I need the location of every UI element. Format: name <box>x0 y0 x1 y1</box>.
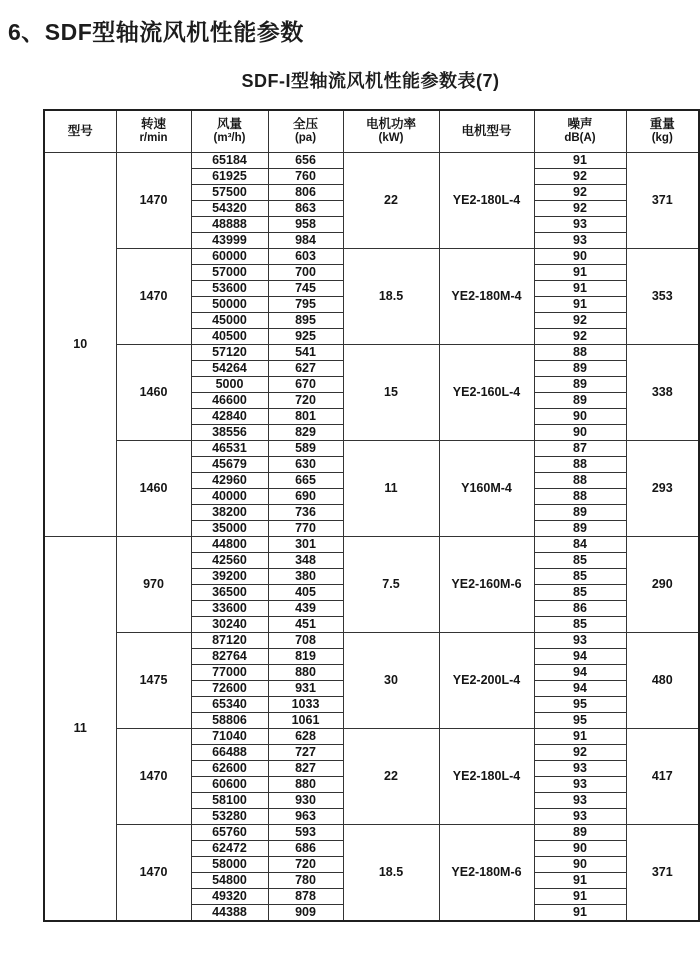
speed-cell: 1475 <box>116 633 191 729</box>
pressure-cell: 801 <box>268 409 343 425</box>
noise-cell: 93 <box>534 233 626 249</box>
pressure-cell: 819 <box>268 649 343 665</box>
air-volume-cell: 33600 <box>191 601 268 617</box>
pressure-cell: 720 <box>268 857 343 873</box>
pressure-cell: 878 <box>268 889 343 905</box>
column-header: 全压 (pa) <box>268 110 343 153</box>
pressure-cell: 589 <box>268 441 343 457</box>
pressure-cell: 806 <box>268 185 343 201</box>
air-volume-cell: 60000 <box>191 249 268 265</box>
pressure-cell: 708 <box>268 633 343 649</box>
pressure-cell: 656 <box>268 153 343 169</box>
noise-cell: 92 <box>534 329 626 345</box>
pressure-cell: 780 <box>268 873 343 889</box>
noise-cell: 88 <box>534 345 626 361</box>
motor-power-cell: 22 <box>343 153 439 249</box>
motor-model-cell: Y160M-4 <box>439 441 534 537</box>
weight-cell: 353 <box>626 249 699 345</box>
speed-cell: 1470 <box>116 249 191 345</box>
motor-model-cell: YE2-180M-4 <box>439 249 534 345</box>
motor-model-cell: YE2-160M-6 <box>439 537 534 633</box>
motor-power-cell: 7.5 <box>343 537 439 633</box>
air-volume-cell: 71040 <box>191 729 268 745</box>
table-row <box>44 633 699 649</box>
noise-cell: 93 <box>534 761 626 777</box>
air-volume-cell: 58100 <box>191 793 268 809</box>
motor-model-cell: YE2-180L-4 <box>439 729 534 825</box>
noise-cell: 91 <box>534 729 626 745</box>
air-volume-cell: 45000 <box>191 313 268 329</box>
air-volume-cell: 35000 <box>191 521 268 537</box>
air-volume-cell: 58806 <box>191 713 268 729</box>
table-row <box>44 345 699 361</box>
weight-cell: 338 <box>626 345 699 441</box>
air-volume-cell: 38200 <box>191 505 268 521</box>
noise-cell: 88 <box>534 457 626 473</box>
noise-cell: 86 <box>534 601 626 617</box>
air-volume-cell: 62600 <box>191 761 268 777</box>
air-volume-cell: 57000 <box>191 265 268 281</box>
noise-cell: 93 <box>534 777 626 793</box>
pressure-cell: 541 <box>268 345 343 361</box>
noise-cell: 85 <box>534 569 626 585</box>
motor-model-cell: YE2-180M-6 <box>439 825 534 922</box>
air-volume-cell: 39200 <box>191 569 268 585</box>
noise-cell: 91 <box>534 873 626 889</box>
noise-cell: 87 <box>534 441 626 457</box>
air-volume-cell: 38556 <box>191 425 268 441</box>
speed-cell: 1460 <box>116 441 191 537</box>
noise-cell: 84 <box>534 537 626 553</box>
weight-cell: 480 <box>626 633 699 729</box>
air-volume-cell: 58000 <box>191 857 268 873</box>
fan-performance-table <box>43 109 700 922</box>
air-volume-cell: 72600 <box>191 681 268 697</box>
noise-cell: 92 <box>534 185 626 201</box>
air-volume-cell: 57500 <box>191 185 268 201</box>
pressure-cell: 863 <box>268 201 343 217</box>
weight-cell: 371 <box>626 153 699 249</box>
table-row <box>44 729 699 745</box>
pressure-cell: 930 <box>268 793 343 809</box>
air-volume-cell: 77000 <box>191 665 268 681</box>
speed-cell: 1460 <box>116 345 191 441</box>
noise-cell: 93 <box>534 633 626 649</box>
motor-model-cell: YE2-160L-4 <box>439 345 534 441</box>
motor-model-cell: YE2-180L-4 <box>439 153 534 249</box>
air-volume-cell: 54264 <box>191 361 268 377</box>
pressure-cell: 829 <box>268 425 343 441</box>
pressure-cell: 984 <box>268 233 343 249</box>
noise-cell: 85 <box>534 553 626 569</box>
pressure-cell: 958 <box>268 217 343 233</box>
pressure-cell: 1033 <box>268 697 343 713</box>
pressure-cell: 909 <box>268 905 343 922</box>
noise-cell: 94 <box>534 681 626 697</box>
noise-cell: 92 <box>534 169 626 185</box>
pressure-cell: 348 <box>268 553 343 569</box>
air-volume-cell: 46531 <box>191 441 268 457</box>
table-header <box>44 110 699 153</box>
table-row <box>44 249 699 265</box>
model-cell: 10 <box>44 153 116 537</box>
noise-cell: 88 <box>534 473 626 489</box>
air-volume-cell: 45679 <box>191 457 268 473</box>
speed-cell: 970 <box>116 537 191 633</box>
air-volume-cell: 44388 <box>191 905 268 922</box>
noise-cell: 89 <box>534 377 626 393</box>
motor-power-cell: 22 <box>343 729 439 825</box>
pressure-cell: 627 <box>268 361 343 377</box>
motor-model-cell: YE2-200L-4 <box>439 633 534 729</box>
pressure-cell: 720 <box>268 393 343 409</box>
air-volume-cell: 48888 <box>191 217 268 233</box>
column-header: 重量 (kg) <box>626 110 699 153</box>
noise-cell: 89 <box>534 521 626 537</box>
pressure-cell: 1061 <box>268 713 343 729</box>
pressure-cell: 451 <box>268 617 343 633</box>
air-volume-cell: 65184 <box>191 153 268 169</box>
noise-cell: 91 <box>534 281 626 297</box>
column-header: 风量 (m³/h) <box>191 110 268 153</box>
noise-cell: 91 <box>534 153 626 169</box>
noise-cell: 91 <box>534 297 626 313</box>
pressure-cell: 931 <box>268 681 343 697</box>
weight-cell: 290 <box>626 537 699 633</box>
air-volume-cell: 43999 <box>191 233 268 249</box>
pressure-cell: 795 <box>268 297 343 313</box>
air-volume-cell: 40000 <box>191 489 268 505</box>
table-row <box>44 537 699 553</box>
model-cell: 11 <box>44 537 116 922</box>
weight-cell: 417 <box>626 729 699 825</box>
air-volume-cell: 65340 <box>191 697 268 713</box>
page-title: 6、SDF型轴流风机性能参数 <box>8 19 304 45</box>
noise-cell: 90 <box>534 249 626 265</box>
column-header: 转速 r/min <box>116 110 191 153</box>
air-volume-cell: 87120 <box>191 633 268 649</box>
pressure-cell: 301 <box>268 537 343 553</box>
air-volume-cell: 53280 <box>191 809 268 825</box>
air-volume-cell: 42560 <box>191 553 268 569</box>
noise-cell: 89 <box>534 825 626 841</box>
weight-cell: 293 <box>626 441 699 537</box>
pressure-cell: 670 <box>268 377 343 393</box>
header-row <box>44 110 699 153</box>
pressure-cell: 628 <box>268 729 343 745</box>
pressure-cell: 827 <box>268 761 343 777</box>
noise-cell: 90 <box>534 841 626 857</box>
pressure-cell: 963 <box>268 809 343 825</box>
table-body <box>44 153 699 922</box>
air-volume-cell: 62472 <box>191 841 268 857</box>
air-volume-cell: 50000 <box>191 297 268 313</box>
air-volume-cell: 82764 <box>191 649 268 665</box>
pressure-cell: 630 <box>268 457 343 473</box>
speed-cell: 1470 <box>116 729 191 825</box>
air-volume-cell: 53600 <box>191 281 268 297</box>
noise-cell: 89 <box>534 505 626 521</box>
noise-cell: 93 <box>534 793 626 809</box>
column-header: 电机型号 <box>439 110 534 153</box>
pressure-cell: 439 <box>268 601 343 617</box>
noise-cell: 91 <box>534 905 626 922</box>
motor-power-cell: 30 <box>343 633 439 729</box>
table-row <box>44 153 699 169</box>
motor-power-cell: 11 <box>343 441 439 537</box>
pressure-cell: 880 <box>268 665 343 681</box>
noise-cell: 91 <box>534 265 626 281</box>
pressure-cell: 593 <box>268 825 343 841</box>
pressure-cell: 665 <box>268 473 343 489</box>
noise-cell: 90 <box>534 409 626 425</box>
air-volume-cell: 44800 <box>191 537 268 553</box>
column-header: 电机功率 (kW) <box>343 110 439 153</box>
noise-cell: 92 <box>534 745 626 761</box>
air-volume-cell: 57120 <box>191 345 268 361</box>
pressure-cell: 603 <box>268 249 343 265</box>
table-caption: SDF-I型轴流风机性能参数表(7) <box>241 71 500 91</box>
air-volume-cell: 49320 <box>191 889 268 905</box>
noise-cell: 93 <box>534 217 626 233</box>
pressure-cell: 895 <box>268 313 343 329</box>
noise-cell: 91 <box>534 889 626 905</box>
column-header: 型号 <box>44 110 116 153</box>
pressure-cell: 925 <box>268 329 343 345</box>
pressure-cell: 880 <box>268 777 343 793</box>
noise-cell: 94 <box>534 649 626 665</box>
air-volume-cell: 30240 <box>191 617 268 633</box>
weight-cell: 371 <box>626 825 699 922</box>
pressure-cell: 770 <box>268 521 343 537</box>
noise-cell: 95 <box>534 713 626 729</box>
table-row <box>44 825 699 841</box>
noise-cell: 92 <box>534 201 626 217</box>
pressure-cell: 405 <box>268 585 343 601</box>
pressure-cell: 760 <box>268 169 343 185</box>
air-volume-cell: 42840 <box>191 409 268 425</box>
noise-cell: 88 <box>534 489 626 505</box>
speed-cell: 1470 <box>116 153 191 249</box>
air-volume-cell: 42960 <box>191 473 268 489</box>
noise-cell: 89 <box>534 393 626 409</box>
pressure-cell: 686 <box>268 841 343 857</box>
noise-cell: 92 <box>534 313 626 329</box>
air-volume-cell: 54800 <box>191 873 268 889</box>
pressure-cell: 736 <box>268 505 343 521</box>
air-volume-cell: 54320 <box>191 201 268 217</box>
pressure-cell: 380 <box>268 569 343 585</box>
pressure-cell: 700 <box>268 265 343 281</box>
pressure-cell: 727 <box>268 745 343 761</box>
air-volume-cell: 61925 <box>191 169 268 185</box>
column-header: 噪声 dB(A) <box>534 110 626 153</box>
noise-cell: 90 <box>534 425 626 441</box>
motor-power-cell: 15 <box>343 345 439 441</box>
air-volume-cell: 65760 <box>191 825 268 841</box>
noise-cell: 93 <box>534 809 626 825</box>
speed-cell: 1470 <box>116 825 191 922</box>
noise-cell: 90 <box>534 857 626 873</box>
air-volume-cell: 36500 <box>191 585 268 601</box>
motor-power-cell: 18.5 <box>343 249 439 345</box>
air-volume-cell: 66488 <box>191 745 268 761</box>
noise-cell: 94 <box>534 665 626 681</box>
pressure-cell: 745 <box>268 281 343 297</box>
table-row <box>44 441 699 457</box>
noise-cell: 89 <box>534 361 626 377</box>
air-volume-cell: 46600 <box>191 393 268 409</box>
air-volume-cell: 5000 <box>191 377 268 393</box>
air-volume-cell: 60600 <box>191 777 268 793</box>
noise-cell: 85 <box>534 585 626 601</box>
noise-cell: 85 <box>534 617 626 633</box>
air-volume-cell: 40500 <box>191 329 268 345</box>
pressure-cell: 690 <box>268 489 343 505</box>
motor-power-cell: 18.5 <box>343 825 439 922</box>
noise-cell: 95 <box>534 697 626 713</box>
